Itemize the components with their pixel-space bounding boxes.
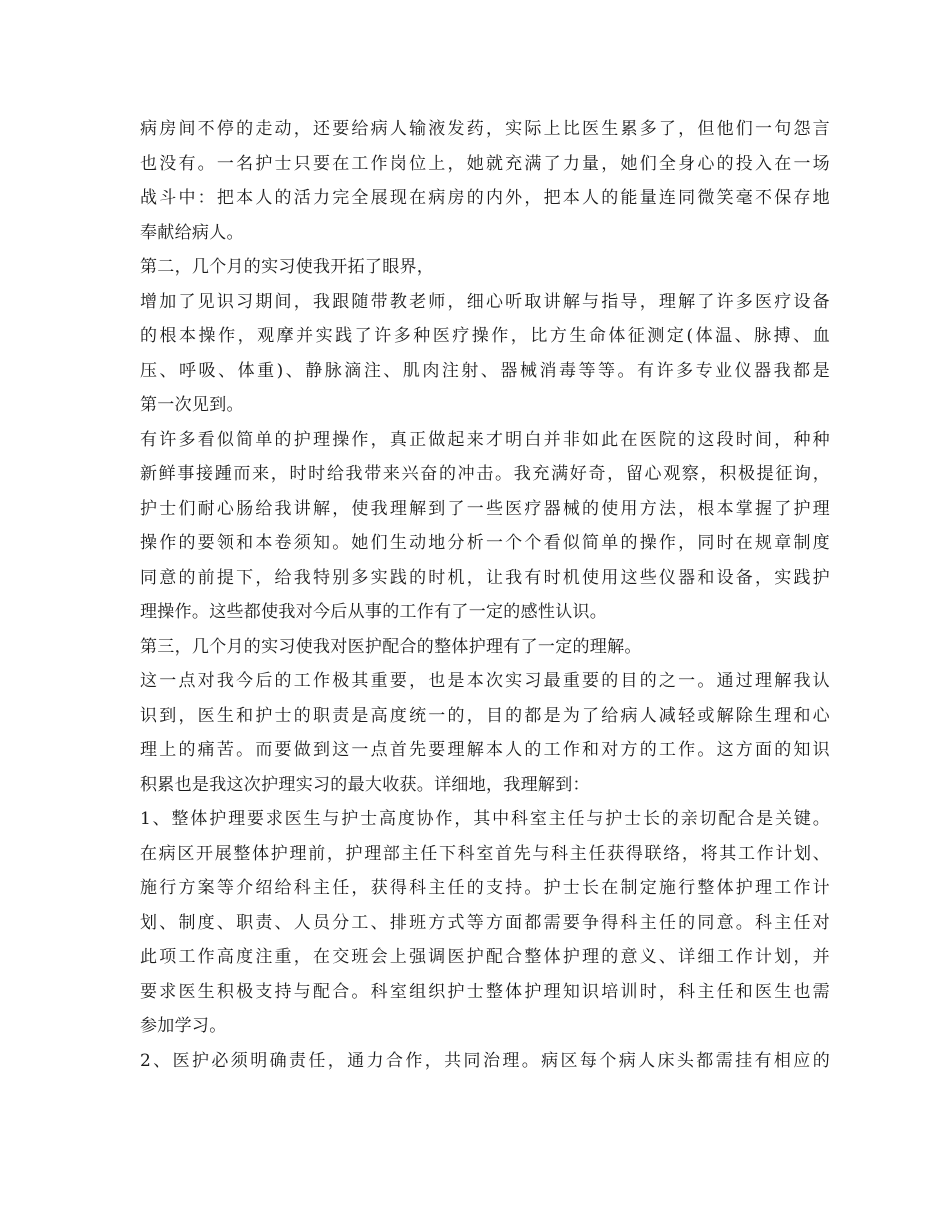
text-line: 划、制度、职责、人员分工、排班方式等方面都需要争得科主任的同意。科主任对	[140, 912, 830, 933]
text-line: 识到，医生和护士的职责是高度统一的，目的都是为了给病人减轻或解除生理和心	[140, 705, 830, 726]
text-line: 奉献给病人。	[140, 222, 244, 243]
text-line: 要求医生积极支持与配合。科室组织护士整体护理知识培训时，科主任和医生也需	[140, 981, 830, 1002]
text-line: 理上的痛苦。而要做到这一点首先要理解本人的工作和对方的工作。这方面的知识	[140, 740, 830, 760]
text-line: 施行方案等介绍给科主任，获得科主任的支持。护士长在制定施行整体护理工作计	[140, 878, 830, 898]
text-line: 有许多看似简单的护理操作，真正做起来才明白并非如此在医院的这段时间，种种	[140, 429, 830, 450]
document-body	[140, 112, 830, 1078]
text-line: 压、呼吸、体重)、静脉滴注、肌肉注射、器械消毒等等。有许多专业仪器我都是	[140, 360, 830, 381]
text-line: 此项工作高度注重，在交班会上强调医护配合整体护理的意义、详细工作计划，并	[140, 947, 830, 967]
list-item-1: 1、整体护理要求医生与护士高度协作，其中科室主任与护士长的亲切配合是关键。	[140, 809, 830, 829]
section-heading: 第三，几个月的实习使我对医护配合的整体护理有了一定的理解。	[140, 636, 642, 657]
text-line: 增加了见识习期间，我跟随带教老师，细心听取讲解与指导，理解了许多医疗设备	[140, 291, 830, 312]
text-line: 病房间不停的走动，还要给病人输液发药，实际上比医生累多了，但他们一句怨言	[140, 119, 830, 139]
text-line: 参加学习。	[140, 1016, 227, 1036]
text-line: 的根本操作，观摩并实践了许多种医疗操作，比方生命体征测定(体温、脉搏、血	[140, 326, 830, 346]
section-heading: 第二，几个月的实习使我开拓了眼界，	[140, 257, 435, 277]
text-line: 同意的前提下，给我特别多实践的时机，让我有时机使用这些仪器和设备，实践护	[140, 567, 830, 588]
text-line: 第一次见到。	[140, 395, 244, 415]
text-line: 也没有。一名护士只要在工作岗位上，她就充满了力量，她们全身心的投入在一场	[140, 153, 830, 174]
text-line: 理操作。这些都使我对今后从事的工作有了一定的感性认识。	[140, 602, 608, 622]
text-line: 积累也是我这次护理实习的最大收获。详细地，我理解到：	[140, 774, 590, 795]
text-line: 新鲜事接踵而来，时时给我带来兴奋的冲击。我充满好奇，留心观察，积极提征询，	[140, 464, 830, 484]
text-line: 操作的要领和本卷须知。她们生动地分析一个个看似简单的操作，同时在规章制度	[140, 533, 830, 553]
text-line: 这一点对我今后的工作极其重要，也是本次实习最重要的目的之一。通过理解我认	[140, 671, 830, 691]
text-line: 战斗中：把本人的活力完全展现在病房的内外，把本人的能量连同微笑毫不保存地	[140, 188, 830, 208]
text-line: 在病区开展整体护理前，护理部主任下科室首先与科主任获得联络，将其工作计划、	[140, 843, 830, 864]
text-line: 护士们耐心肠给我讲解，使我理解到了一些医疗器械的使用方法，根本掌握了护理	[140, 498, 830, 519]
list-item-2: 2、医护必须明确责任，通力合作，共同治理。病区每个病人床头都需挂有相应的	[140, 1050, 830, 1071]
